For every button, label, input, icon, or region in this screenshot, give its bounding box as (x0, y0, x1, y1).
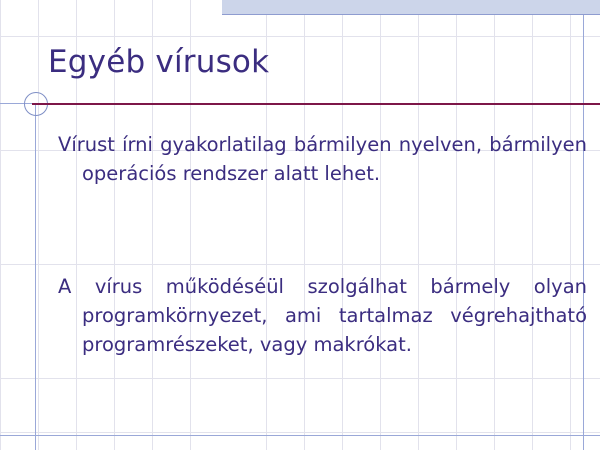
grid-line-vertical (38, 0, 39, 450)
grid-line-vertical (570, 0, 571, 450)
grid-line-vertical (304, 0, 305, 450)
grid-line-horizontal (0, 378, 600, 379)
body-paragraph-1: Vírust írni gyakorlatilag bármilyen nyelven, bármilyen operációs rendszer alatt lehet. (58, 133, 587, 185)
grid-line-horizontal (0, 36, 600, 37)
body-paragraph-2: A vírus működéséül szolgálhat bármely olyan programkörnyezet, ami tartalmaz végrehajtható programrészeket, vagy makrókat. (58, 275, 587, 356)
header-band-rule (222, 14, 600, 15)
title-underline-rule (32, 103, 600, 105)
grid-line-horizontal (0, 432, 600, 433)
guide-line-left (35, 103, 36, 450)
grid-line-vertical (380, 0, 381, 450)
grid-line-vertical (494, 0, 495, 450)
grid-line-horizontal (0, 264, 600, 265)
slide-title: Egyéb vírusok (48, 44, 270, 80)
guide-line-right (583, 0, 584, 450)
guide-line-bottom (0, 435, 600, 436)
grid-line-vertical (418, 0, 419, 450)
grid-line-vertical (456, 0, 457, 450)
grid-line-vertical (0, 0, 1, 450)
grid-line-vertical (532, 0, 533, 450)
grid-line-vertical (342, 0, 343, 450)
header-band (222, 0, 600, 14)
